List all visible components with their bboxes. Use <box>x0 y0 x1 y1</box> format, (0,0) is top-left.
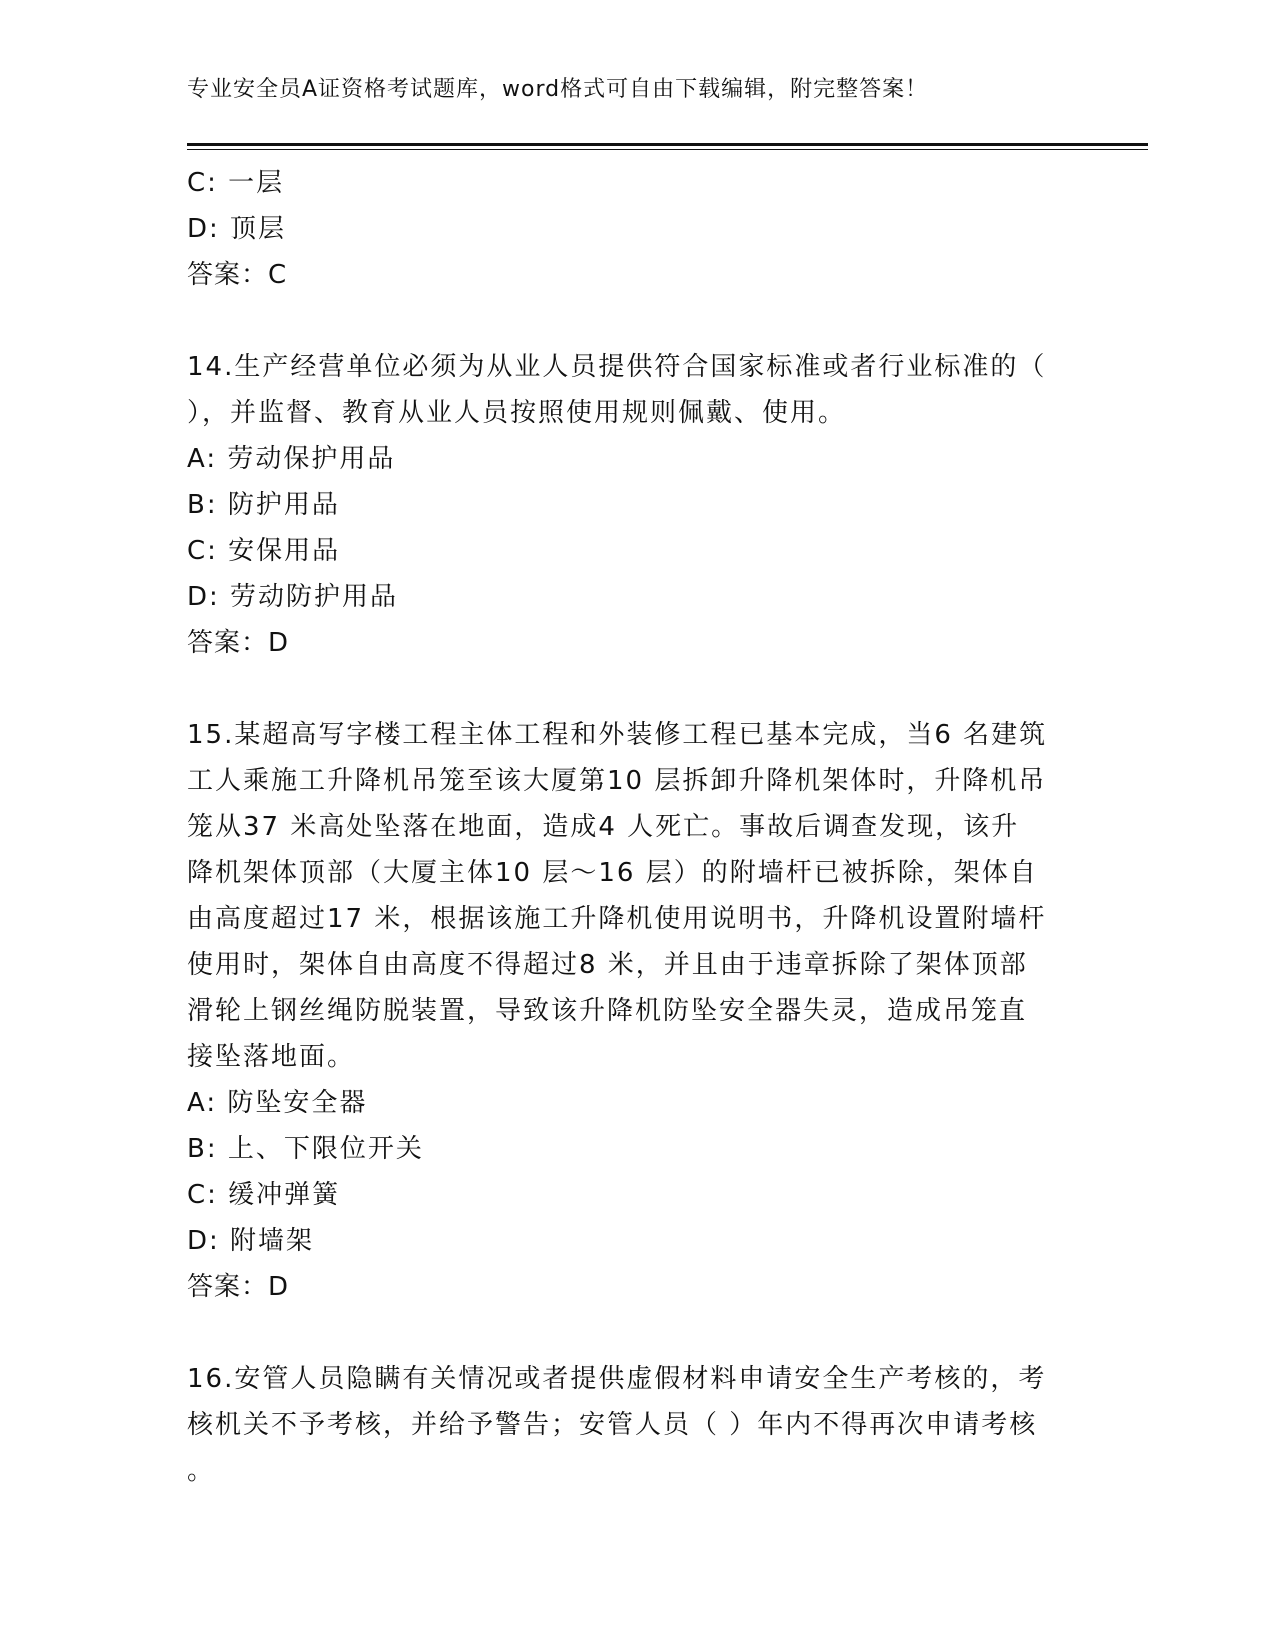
q15-option-c: C: 缓冲弹簧 <box>187 1180 341 1210</box>
q15-stem-line: 笼从37 米高处坠落在地面，造成4 人死亡。事故后调查发现，该升 <box>187 812 1020 842</box>
q16-stem-line: 。 <box>187 1456 216 1486</box>
q14-answer: 答案：D <box>187 628 290 658</box>
q14-option-c: C: 安保用品 <box>187 536 341 566</box>
q13-option-d: D: 顶层 <box>187 214 287 244</box>
question-16 <box>187 1356 1087 1494</box>
q13-answer: 答案：C <box>187 260 288 290</box>
q15-option-d: D: 附墙架 <box>187 1226 315 1256</box>
header-rule-thin <box>187 149 1148 150</box>
q14-option-b: B: 防护用品 <box>187 490 340 520</box>
q15-stem-line: 接坠落地面。 <box>187 1042 356 1072</box>
q16-stem-line: 16.安管人员隐瞒有关情况或者提供虚假材料申请安全生产考核的，考 <box>187 1364 1047 1394</box>
question-14 <box>187 344 1087 666</box>
q14-stem-line: 14.生产经营单位必须为从业人员提供符合国家标准或者行业标准的（ <box>187 352 1047 382</box>
q15-stem-line: 降机架体顶部（大厦主体10 层～16 层）的附墙杆已被拆除，架体自 <box>187 858 1038 888</box>
q15-stem-line: 使用时，架体自由高度不得超过8 米，并且由于违章拆除了架体顶部 <box>187 950 1028 980</box>
page-header: 专业安全员A证资格考试题库，word格式可自由下载编辑，附完整答案！ <box>187 77 929 102</box>
q15-option-a: A: 防坠安全器 <box>187 1088 368 1118</box>
q15-stem-line: 滑轮上钢丝绳防脱装置，导致该升降机防坠安全器失灵，造成吊笼直 <box>187 996 1028 1026</box>
header-rule-thick <box>187 143 1148 146</box>
question-15 <box>187 712 1087 1310</box>
spacer <box>187 298 1087 344</box>
q15-stem-line: 15.某超高写字楼工程主体工程和外装修工程已基本完成，当6 名建筑 <box>187 720 1048 750</box>
q15-answer: 答案：D <box>187 1272 290 1302</box>
q14-stem-line: ），并监督、教育从业人员按照使用规则佩戴、使用。 <box>187 398 847 428</box>
question-13 <box>187 160 1087 298</box>
question-content <box>187 160 1087 1494</box>
spacer <box>187 1310 1087 1356</box>
q16-stem-line: 核机关不予考核，并给予警告；安管人员（ ）年内不得再次申请考核 <box>187 1410 1038 1440</box>
q15-stem-line: 工人乘施工升降机吊笼至该大厦第10 层拆卸升降机架体时，升降机吊 <box>187 766 1047 796</box>
spacer <box>187 666 1087 712</box>
q14-option-a: A: 劳动保护用品 <box>187 444 396 474</box>
q15-option-b: B: 上、下限位开关 <box>187 1134 424 1164</box>
q15-stem-line: 由高度超过17 米，根据该施工升降机使用说明书，升降机设置附墙杆 <box>187 904 1047 934</box>
q13-option-c: C: 一层 <box>187 168 285 198</box>
q14-option-d: D: 劳动防护用品 <box>187 582 399 612</box>
